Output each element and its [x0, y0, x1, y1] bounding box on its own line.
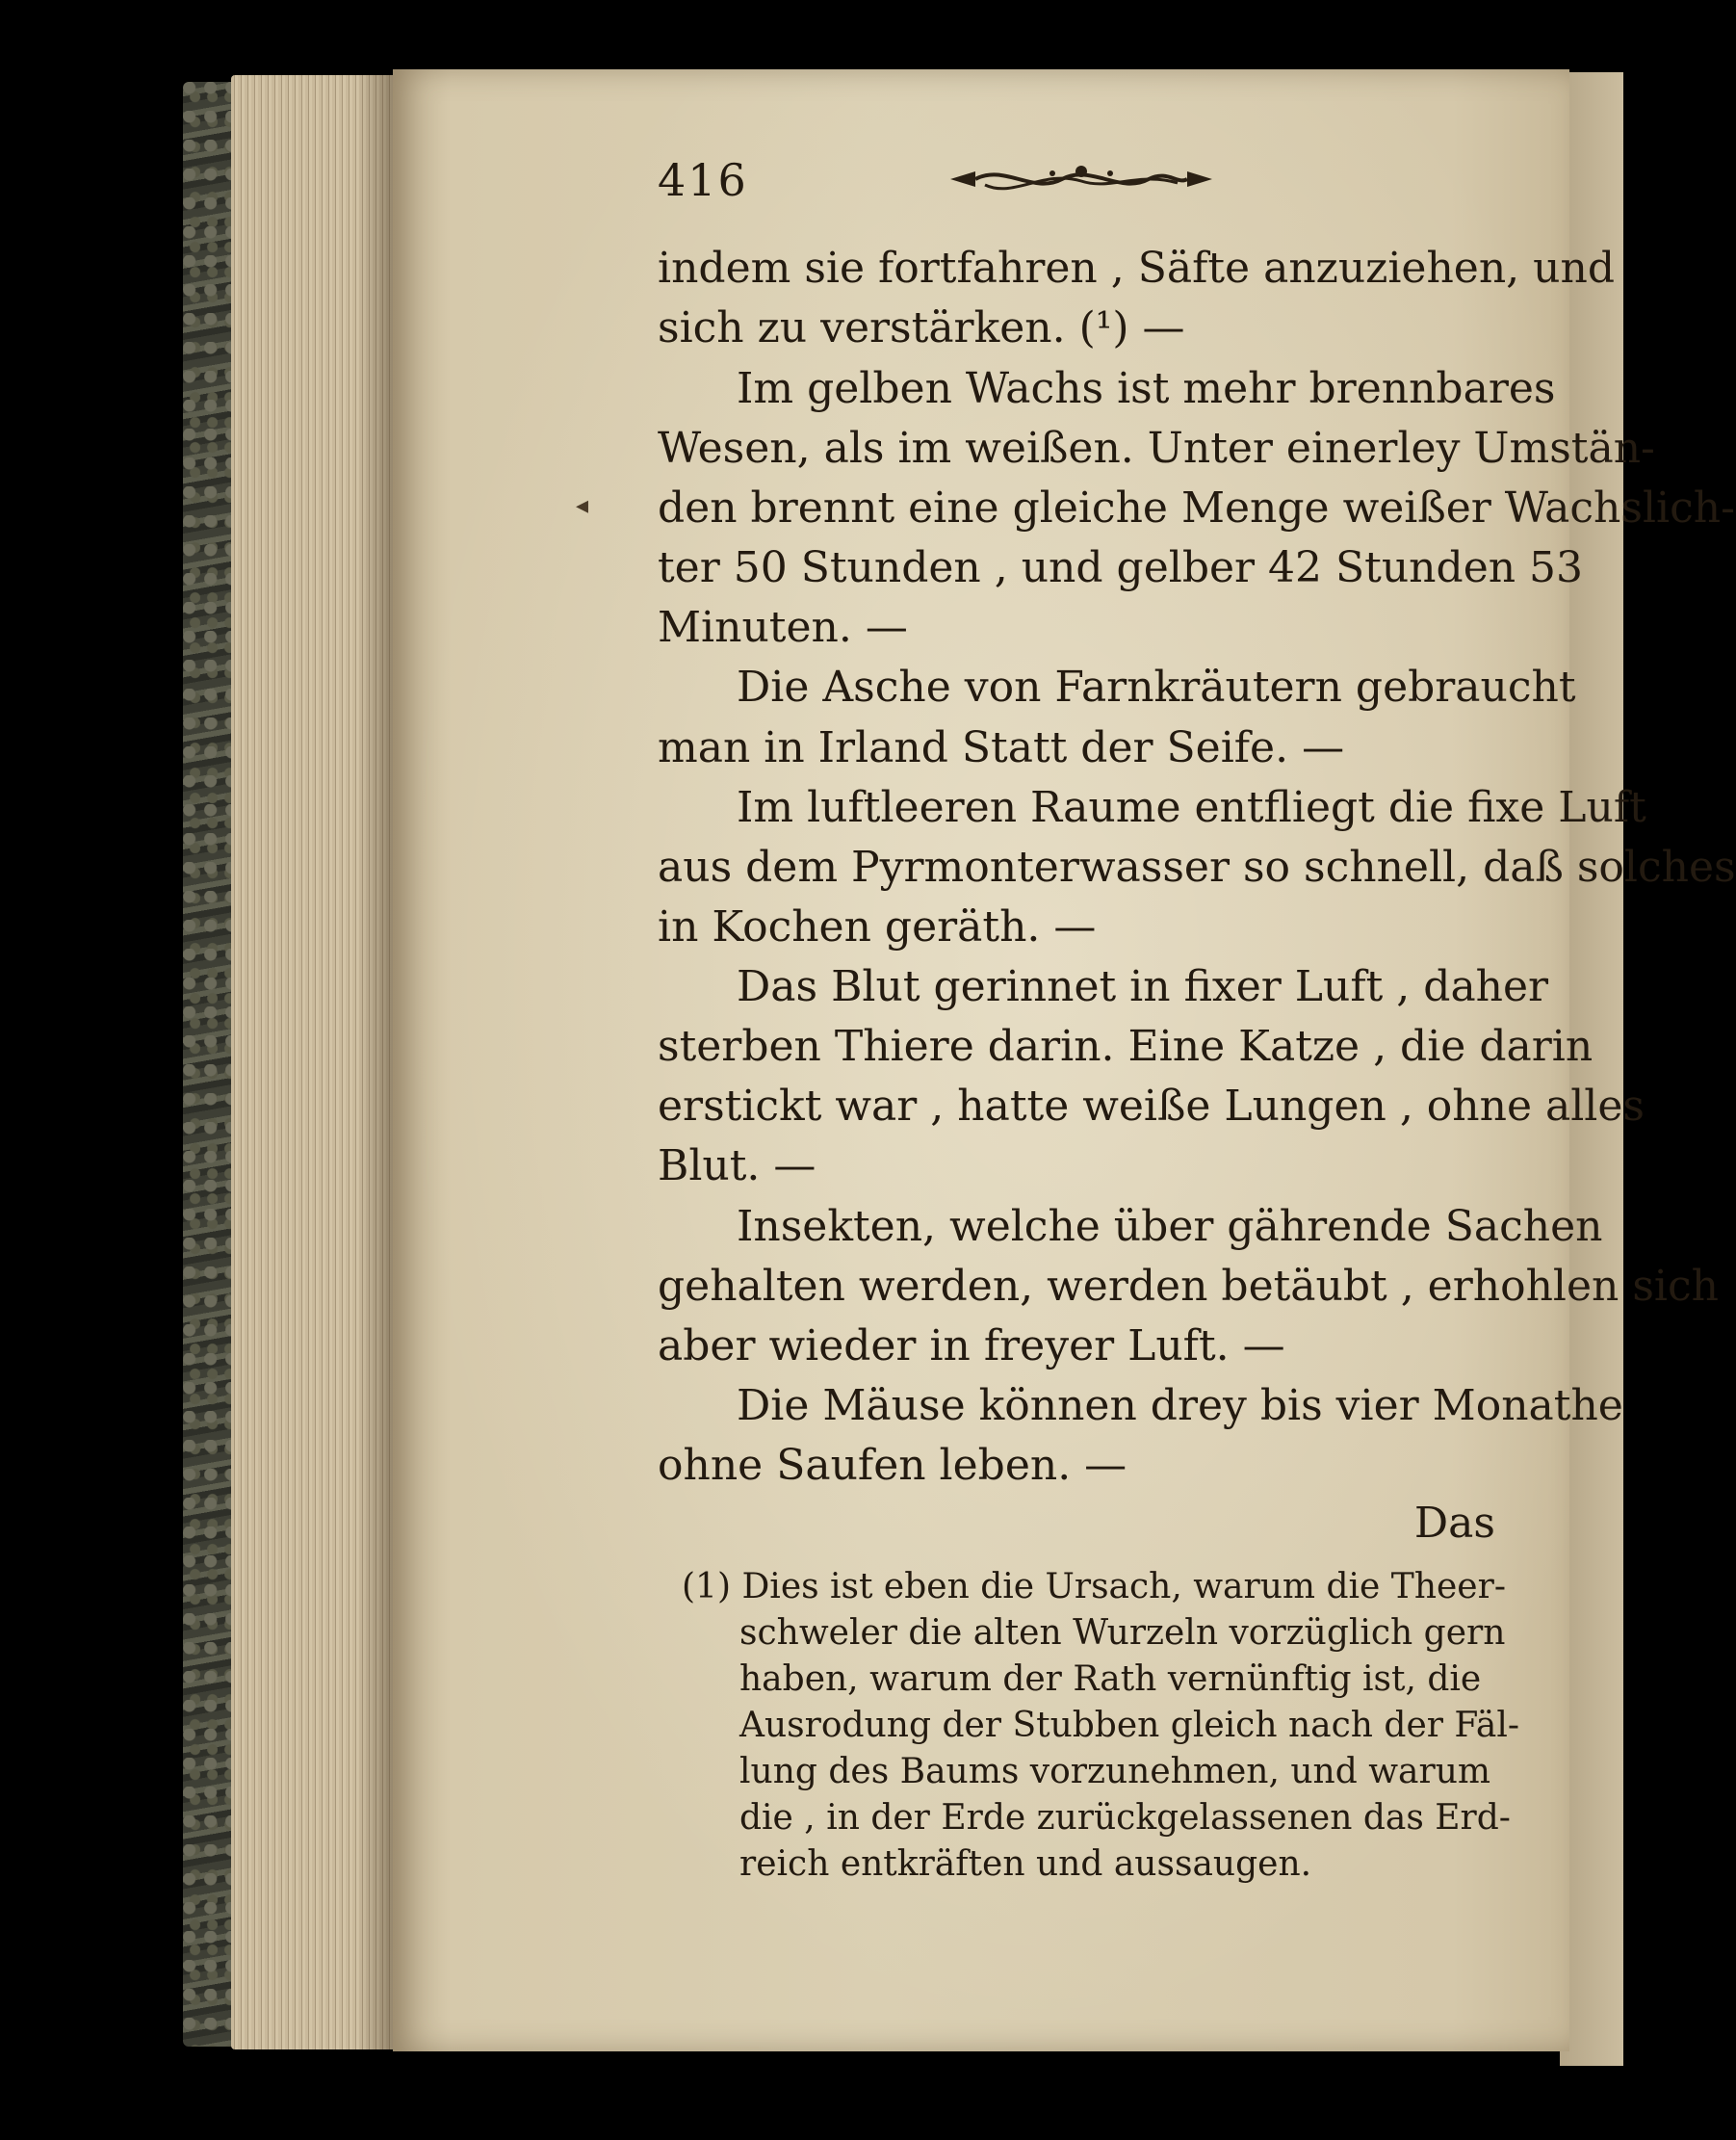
footnote-line: haben, warum der Rath vernünftig ist, die [739, 1659, 1482, 1699]
body-line: Im luftleeren Raume entfliegt die fixe Luft [737, 783, 1646, 832]
running-header [658, 154, 1495, 212]
margin-mark: ◂ [576, 491, 589, 520]
body-line: aber wieder in freyer Luft. — [658, 1321, 1285, 1370]
book-page [393, 69, 1736, 2051]
body-line: Minuten. — [658, 603, 908, 652]
footnote-line: die , in der Erde zurückgelassenen das Erd- [739, 1798, 1511, 1838]
body-line: aus dem Pyrmonterwasser so schnell, daß solches [658, 843, 1736, 892]
catchword: Das [1413, 1499, 1495, 1548]
body-line: man in Irland Statt der Seife. — [658, 723, 1345, 772]
body-line: Wesen, als im weißen. Unter einerley Umstän- [658, 424, 1655, 473]
body-line: Im gelben Wachs ist mehr brennbares [737, 364, 1556, 413]
body-line: ohne Saufen leben. — [658, 1441, 1127, 1490]
page-edges [231, 75, 395, 2049]
footnote-line: lung des Baums vorzunehmen, und warum [739, 1752, 1491, 1791]
body-line: Blut. — [658, 1141, 816, 1190]
body-line: sich zu verstärken. (¹) — [658, 303, 1185, 352]
body-line: Das Blut gerinnet in fixer Luft , daher [737, 962, 1549, 1011]
body-line: in Kochen geräth. — [658, 902, 1097, 952]
body-line: den brennt eine gleiche Menge weißer Wachslich- [658, 483, 1735, 533]
page-number: 416 [658, 154, 748, 206]
body-line: indem sie fortfahren , Säfte anzuziehen, und [658, 244, 1615, 293]
body-line: sterben Thiere darin. Eine Katze , die darin [658, 1022, 1593, 1071]
marbled-cover [183, 82, 236, 2047]
body-line: erstickt war , hatte weiße Lungen , ohne alles [658, 1082, 1645, 1131]
body-line: ter 50 Stunden , und gelber 42 Stunden 53 [658, 543, 1584, 592]
body-line: Insekten, welche über gährende Sachen [737, 1202, 1603, 1251]
footnote-line: reich entkräften und aussaugen. [739, 1844, 1312, 1884]
footnote-line: schweler die alten Wurzeln vorzüglich gern [739, 1613, 1506, 1653]
body-line: gehalten werden, werden betäubt , erhohlen sich [658, 1262, 1719, 1311]
footnote-line: Ausrodung der Stubben gleich nach der Fäl- [739, 1706, 1520, 1745]
body-line: Die Mäuse können drey bis vier Monathe [737, 1381, 1623, 1430]
body-line: Die Asche von Farnkräutern gebraucht [737, 663, 1576, 712]
footnote-line: (1) Dies ist eben die Ursach, warum die Theer- [682, 1567, 1506, 1606]
ornament-icon [946, 160, 1216, 198]
